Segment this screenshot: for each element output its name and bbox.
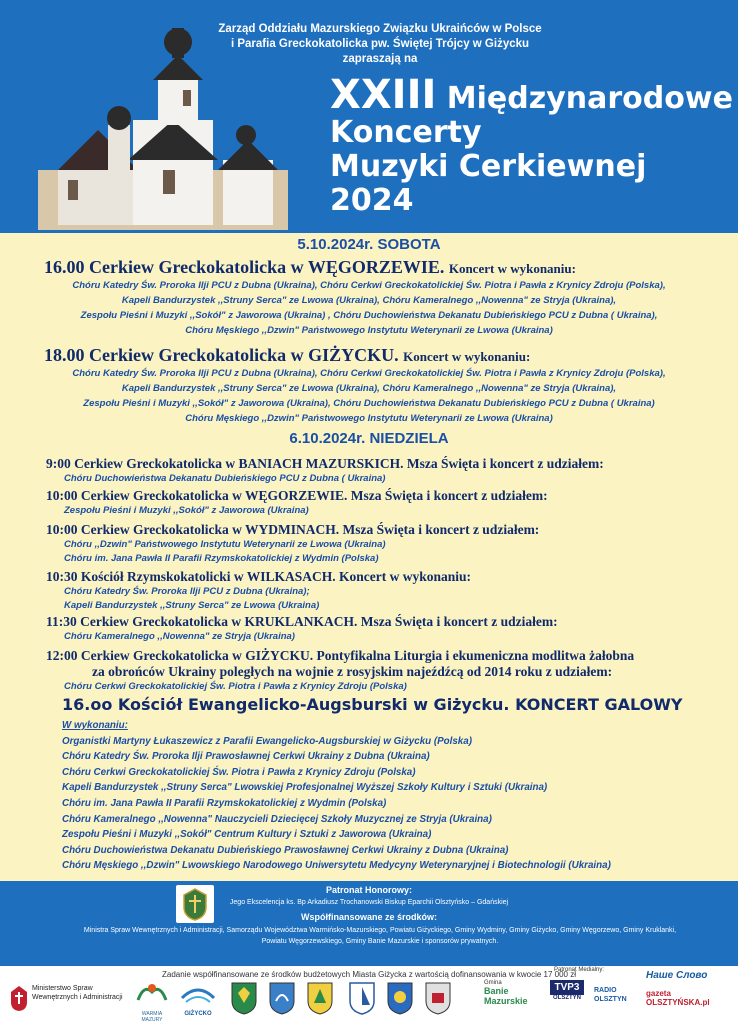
gala-intro: W wykonaniu:: [62, 720, 128, 731]
gizycko-name: GIŻYCKO: [184, 1011, 212, 1017]
nashe-slovo-name: Наше Слово: [646, 970, 708, 981]
event-header: 10:00 Cerkiew Greckokatolicka w WYDMINACH. Msza Święta i koncert z udziałem:: [46, 522, 540, 537]
event-suffix: Koncert w wykonaniu:: [403, 349, 531, 364]
day2-event-6: [0, 648, 738, 694]
day1-event-2: [0, 345, 738, 426]
performers-line: Zespołu Pieśni i Muzyki ,,Sokół" z Jaworowa (Ukraina), Chóru Duchowieństwa Dekanatu Dubieńskiego PCU z Dubna ( Ukraina): [83, 398, 655, 409]
gala-performer: Organistki Martyny Łukaszewicz z Parafii Ewangelicko-Augsburskiej w Giżycku (Polska): [62, 735, 472, 747]
organizers-block: [180, 22, 580, 67]
organizer-line-3: zapraszają na: [342, 53, 418, 65]
media-logos-right: [646, 970, 734, 1006]
organizer-line-2: i Parafia Greckokatolicka pw. Świętej Trójcy w Giżycku: [230, 38, 530, 50]
coat-of-arms-icon: [306, 980, 334, 1016]
title-year: 2024: [330, 183, 414, 218]
patronat-label: Patronat Honorowy:: [325, 885, 412, 895]
title-line-2: Koncerty: [330, 115, 482, 150]
gala-performer: Zespołu Pieśni i Muzyki ,,Sokół" Centrum Kultury i Sztuki z Jaworowa (Ukraina): [62, 829, 432, 841]
gala-heading: 16.oo Kościół Ewangelicko-Augsburski w Giżycku. KONCERT GALOWY: [62, 695, 683, 714]
event-header: 10:00 Cerkiew Greckokatolicka w WĘGORZEWIE. Msza Święta i koncert z udziałem:: [46, 488, 548, 503]
performers-line: Chóru Katedry Św. Proroka Ilji PCU z Dubna (Ukraina), Chóru Cerkwi Greckokatolickiej Św. Piotra i Pawła z Krynicy Zdroju (Polska),: [72, 368, 666, 379]
day2-event-2: [0, 488, 738, 518]
performers-line: Zespołu Pieśni i Muzyki ,,Sokół" z Jaworowa (Ukraina): [64, 505, 309, 516]
coat-of-arms-icon: [424, 980, 452, 1016]
title-roman: XXIII: [330, 72, 437, 118]
gazeta-name: gazeta OLSZTYŃSKA.pl: [646, 989, 710, 1007]
day2-event-4: [0, 569, 738, 613]
gizycko-logo: [178, 980, 218, 1016]
tvp-name: TVP3: [550, 980, 584, 995]
event-header: 9:00 Cerkiew Greckokatolicka w BANIACH MAZURSKICH. Msza Święta i koncert z udziałem:: [46, 456, 604, 471]
day2-event-1: [0, 456, 738, 486]
coat-of-arms-icon: [268, 980, 296, 1016]
day2-event-5: [0, 614, 738, 644]
gmina-name: Banie Mazurskie: [484, 986, 528, 1006]
tvp-city: OLSZTYN: [553, 995, 581, 1001]
gala-performer: Chóru Duchowieństwa Dekanatu Dubieńskiego Prawosławnej Cerkwi Ukrainy z Dubna (Ukraina): [62, 844, 509, 856]
gala-performer: Kapeli Bandurzystek ,,Struny Serca" Lwowskiej Profesjonalnej Wyższej Szkoły Kultury i Sztuki (Ukraina): [62, 782, 548, 794]
day1-event-1: [0, 257, 738, 338]
gala-performer: Chóru im. Jana Pawła II Parafii Rzymskokatolickiej z Wydmin (Polska): [62, 797, 387, 809]
performers-line: Chóru im. Jana Pawła II Parafii Rzymskokatolickiej z Wydmin (Polska): [64, 553, 379, 564]
performers-line: Chóru Duchowieństwa Dekanatu Dubieńskiego PCU z Dubna ( Ukraina): [64, 473, 386, 484]
title-line-1: Międzynarodowe: [446, 81, 733, 116]
gmina-banie-logo: [474, 980, 534, 1016]
coat-of-arms-icon: [348, 980, 376, 1016]
title-line-3: Muzyki Cerkiewnej: [330, 149, 647, 184]
cofinance-text: Ministra Spraw Wewnętrznych i Administracji, Samorządu Województwa Warmińsko-Mazurskiego, Powiatu Giżyckiego, Gminy Wydminy, Gminy Giżycko, Gminy Węgorzewo, Gminy Kruklanki, Powiatu Węgorzewskiego, Gminy Banie Mazurskie i sponsorów prywatnych.: [83, 927, 677, 945]
gala-performer: Chóru Katedry Św. Proroka Ilji Prawosławnej Cerkwi Ukrainy z Dubna (Ukraina): [62, 751, 430, 763]
performers-line: Kapeli Bandurzystek ,,Struny Serca" ze Lwowa (Ukraina), Chóru Kameralnego ,,Nowenna" ze Stryja (Ukraina),: [121, 295, 617, 306]
gmina-label: Gmina: [484, 980, 502, 986]
tvp3-logo: [550, 980, 584, 1016]
event-header: 11:30 Cerkiew Greckokatolicka w KRUKLANKACH. Msza Święta i koncert z udziałem:: [46, 614, 558, 629]
performers-line: Chóru ,,Dzwin" Państwowego Instytutu Weterynarii ze Lwowa (Ukraina): [64, 539, 386, 550]
performers-line: Kapeli Bandurzystek ,,Struny Serca" ze Lwowa (Ukraina), Chóru Kameralnego ,,Nowenna" ze Stryja (Ukraina),: [121, 383, 617, 394]
day1-heading: 5.10.2024r. SOBOTA: [297, 236, 441, 253]
day2-event-3: [0, 522, 738, 566]
funding-note: Zadanie współfinansowane ze środków budżetowych Miasta Giżycka z wartością dofinansowania w kwocie 17 000 zł: [162, 970, 576, 979]
performers-line: Chóru Kameralnego ,,Nowenna" ze Stryja (Ukraina): [64, 631, 295, 642]
ministry-logo: [8, 980, 128, 1016]
gala-performer: Chóru Cerkwi Greckokatolickiej Św. Piotra i Pawła z Krynicy Zdroju (Polska): [62, 766, 416, 778]
gala-performer: Chóru Kameralnego ,,Nowenna" Nauczycieli Dziecięcej Szkoły Muzycznej ze Stryja (Ukraina): [62, 813, 492, 825]
ministry-name: Ministerstwo Spraw Wewnętrznych i Administracji: [32, 985, 123, 1001]
gala-performers: [62, 718, 722, 874]
event-time-place: 18.00 Cerkiew Greckokatolicka w GIŻYCKU.: [44, 345, 399, 365]
organizer-line-1: Zarząd Oddziału Mazurskiego Związku Ukraińców w Polsce: [218, 23, 542, 35]
performers-line: Chóru Katedry Św. Proroka Ilji PCU z Dubna (Ukraina), Chóru Cerkwi Greckokatolickiej Św. Piotra i Pawła z Krynicy Zdroju (Polska),: [72, 280, 666, 291]
event-title: [330, 72, 733, 218]
gala-performer: Chóru Męskiego ,,Dzwin" Lwowskiego Narodowego Uniwersytetu Medycyny Weterynaryjnej i Biotechnologii (Ukraina): [62, 860, 611, 872]
event-header: 12:00 Cerkiew Greckokatolicka w GIŻYCKU. Pontyfikalna Liturgia i ekumeniczna modlitwa żałobna: [46, 648, 635, 663]
performers-line: Chóru Męskiego ,,Dzwin" Państwowego Instytutu Weterynarii ze Lwowa (Ukraina): [185, 325, 553, 336]
event-suffix: Koncert w wykonaniu:: [448, 261, 576, 276]
radio-olsztyn-logo: [594, 986, 638, 1022]
warmia-name: WARMIA MAZURY: [141, 1011, 163, 1023]
performers-line: Chóru Katedry Św. Proroka Ilji PCU z Dubna (Ukraina);: [64, 586, 310, 597]
warmia-mazury-logo: [134, 980, 170, 1023]
performers-line: Zespołu Pieśni i Muzyki ,,Sokół" z Jaworowa (Ukraina) , Chóru Duchowieństwa Dekanatu Dubieńskiego PCU z Dubna ( Ukraina),: [80, 310, 658, 321]
radio-name: RADIO OLSZTYN: [594, 987, 627, 1003]
patronat-text: Jego Ekscelencja ks. Bp Arkadiusz Trochanowski Biskup Eparchii Olsztyńsko – Gdańskiej: [229, 899, 509, 906]
coat-of-arms-icon: [386, 980, 414, 1016]
coat-of-arms-icon: [230, 980, 258, 1016]
day2-heading: 6.10.2024r. NIEDZIELA: [289, 430, 449, 447]
media-patron-label: Patronat Medialny:: [554, 967, 605, 973]
cofinance-label: Współfinansowane ze środków:: [300, 912, 437, 922]
performers-line: Kapeli Bandurzystek ,,Struny Serca" ze Lwowa (Ukraina): [64, 600, 320, 611]
performers-line: Chóru Męskiego ,,Dzwin" Państwowego Instytutu Weterynarii ze Lwowa (Ukraina): [185, 413, 553, 424]
event-header-continued: za obrońców Ukrainy poległych na wojnie z rosyjskim najeźdźcą od 2014 roku z udziałem:: [92, 664, 613, 679]
event-header: 10:30 Kościół Rzymskokatolicki w WILKASACH. Koncert w wykonaniu:: [46, 569, 472, 584]
event-time-place: 16.00 Cerkiew Greckokatolicka w WĘGORZEWIE.: [44, 257, 445, 277]
performers-line: Chóru Cerkwi Greckokatolickiej Św. Piotra i Pawła z Krynicy Zdroju (Polska): [64, 681, 407, 692]
